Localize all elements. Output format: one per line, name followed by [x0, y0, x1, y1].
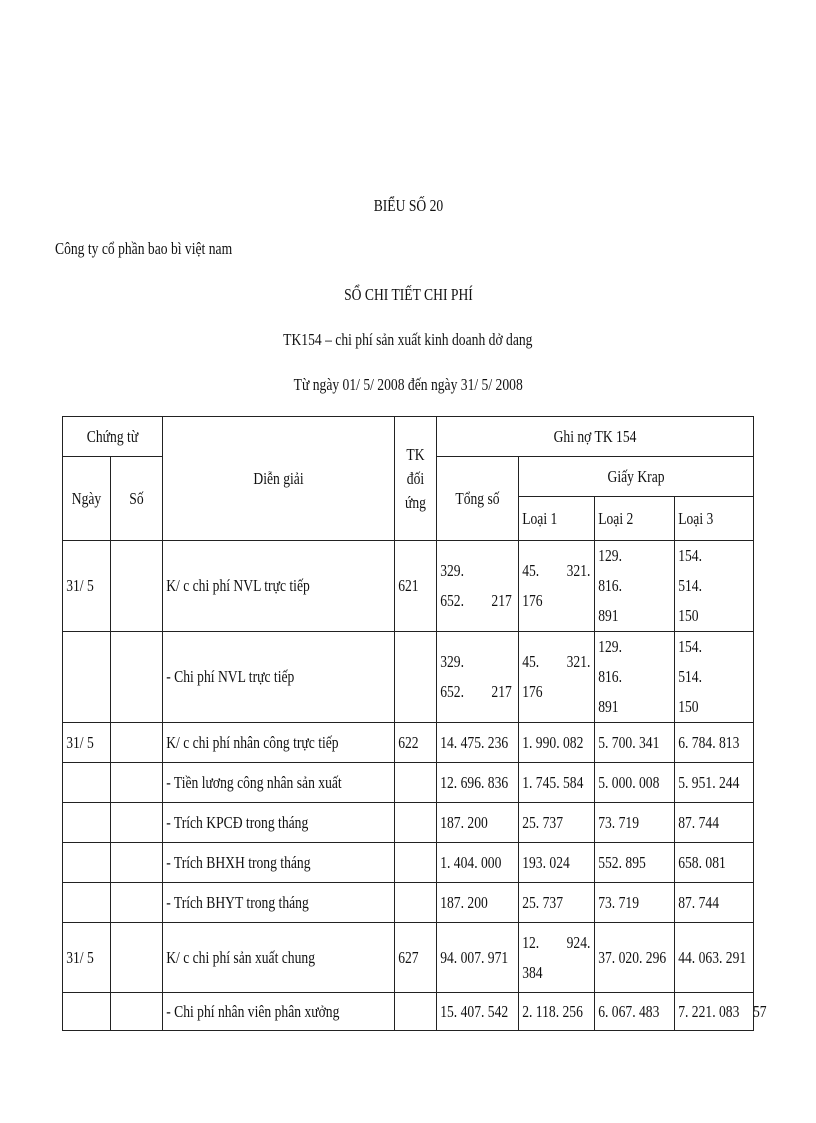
cell-description: - Trích KPCĐ trong tháng — [163, 803, 395, 843]
table-row — [63, 763, 754, 803]
cell-contra-account: 621 — [395, 541, 437, 632]
cell-type-3: 87. 744 — [675, 803, 754, 843]
cell-type-2: 37. 020. 296 — [595, 923, 675, 993]
cost-ledger-table — [62, 416, 754, 1031]
cell-description: - Chi phí nhân viên phân xưởng — [163, 993, 395, 1031]
header-kraft-paper: Giấy Krap — [519, 457, 754, 497]
cell-type-2: 6. 067. 483 — [595, 993, 675, 1031]
cell-number — [111, 843, 163, 883]
cell-description: - Trích BHXH trong tháng — [163, 843, 395, 883]
cell-total: 15. 407. 542 — [437, 993, 519, 1031]
cell-type-3: 44. 063. 291 — [675, 923, 754, 993]
cell-contra-account: 622 — [395, 723, 437, 763]
cell-date — [63, 763, 111, 803]
cell-type-1: 45. 321. 176 — [519, 541, 595, 632]
table-row — [63, 541, 754, 632]
cell-number — [111, 803, 163, 843]
cell-total: 329. 652. 217 — [437, 541, 519, 632]
table-row — [63, 632, 754, 723]
header-date: Ngày — [63, 457, 111, 541]
cell-total: 12. 696. 836 — [437, 763, 519, 803]
cell-type-3: 7. 221. 083 — [675, 993, 754, 1031]
cell-number — [111, 763, 163, 803]
table-row — [63, 993, 754, 1031]
cell-contra-account: 627 — [395, 923, 437, 993]
cell-contra-account — [395, 763, 437, 803]
header-voucher: Chứng từ — [63, 417, 163, 457]
cell-contra-account — [395, 843, 437, 883]
cell-description: K/ c chi phí NVL trực tiếp — [163, 541, 395, 632]
cell-type-3: 87. 744 — [675, 883, 754, 923]
cell-type-3: 658. 081 — [675, 843, 754, 883]
cell-type-1: 25. 737 — [519, 803, 595, 843]
cell-type-3: 5. 951. 244 — [675, 763, 754, 803]
period-range: Từ ngày 01/ 5/ 2008 đến ngày 31/ 5/ 2008 — [293, 375, 523, 394]
cell-number — [111, 993, 163, 1031]
cell-contra-account — [395, 883, 437, 923]
table-row — [63, 923, 754, 993]
table-row — [63, 843, 754, 883]
cell-number — [111, 632, 163, 723]
cell-date — [63, 803, 111, 843]
cell-number — [111, 883, 163, 923]
cell-type-3: 154. 514. 150 — [675, 541, 754, 632]
cell-type-3: 154. 514. 150 — [675, 632, 754, 723]
table-row — [63, 723, 754, 763]
cell-type-2: 129. 816. 891 — [595, 541, 675, 632]
cell-description: K/ c chi phí sản xuất chung — [163, 923, 395, 993]
cell-number — [111, 723, 163, 763]
account-subtitle: TK154 – chi phí sản xuất kinh doanh dở dang — [283, 330, 533, 349]
cell-type-2: 73. 719 — [595, 803, 675, 843]
header-debit-tk154: Ghi nợ TK 154 — [437, 417, 754, 457]
cell-type-1: 2. 118. 256 — [519, 993, 595, 1031]
cell-total: 1. 404. 000 — [437, 843, 519, 883]
cell-number — [111, 541, 163, 632]
cell-date: 31/ 5 — [63, 541, 111, 632]
header-number: Số — [111, 457, 163, 541]
cell-type-2: 73. 719 — [595, 883, 675, 923]
header-type-1: Loại 1 — [519, 497, 595, 541]
cell-total: 94. 007. 971 — [437, 923, 519, 993]
header-type-3: Loại 3 — [675, 497, 754, 541]
cell-description: K/ c chi phí nhân công trực tiếp — [163, 723, 395, 763]
cell-description: - Chi phí NVL trực tiếp — [163, 632, 395, 723]
cell-type-2: 5. 700. 341 — [595, 723, 675, 763]
cell-date: 31/ 5 — [63, 923, 111, 993]
cell-contra-account — [395, 803, 437, 843]
company-name: Công ty cổ phần bao bì việt nam — [55, 239, 233, 258]
cell-date — [63, 993, 111, 1031]
cell-number — [111, 923, 163, 993]
cell-total: 187. 200 — [437, 803, 519, 843]
cell-type-1: 12. 924. 384 — [519, 923, 595, 993]
cell-total: 14. 475. 236 — [437, 723, 519, 763]
cell-type-2: 552. 895 — [595, 843, 675, 883]
cell-contra-account — [395, 993, 437, 1031]
cell-date — [63, 883, 111, 923]
cell-date: 31/ 5 — [63, 723, 111, 763]
cell-contra-account — [395, 632, 437, 723]
cell-type-1: 193. 024 — [519, 843, 595, 883]
header-description: Diễn giải — [163, 417, 395, 541]
table-row — [63, 803, 754, 843]
cell-date — [63, 632, 111, 723]
form-title: BIỂU SỐ 20 — [373, 196, 443, 215]
page-number: 57 — [753, 1002, 767, 1021]
cell-date — [63, 843, 111, 883]
header-total: Tổng số — [437, 457, 519, 541]
header-contra-account: TK đối ứng — [395, 417, 437, 541]
cell-type-2: 129. 816. 891 — [595, 632, 675, 723]
cell-type-2: 5. 000. 008 — [595, 763, 675, 803]
cell-description: - Tiền lương công nhân sản xuất — [163, 763, 395, 803]
cell-type-3: 6. 784. 813 — [675, 723, 754, 763]
cell-description: - Trích BHYT trong tháng — [163, 883, 395, 923]
cell-type-1: 1. 745. 584 — [519, 763, 595, 803]
ledger-title: SỔ CHI TIẾT CHI PHÍ — [343, 285, 473, 304]
table-row — [63, 883, 754, 923]
cell-total: 329. 652. 217 — [437, 632, 519, 723]
cell-type-1: 45. 321. 176 — [519, 632, 595, 723]
header-type-2: Loại 2 — [595, 497, 675, 541]
cell-total: 187. 200 — [437, 883, 519, 923]
cell-type-1: 1. 990. 082 — [519, 723, 595, 763]
cell-type-1: 25. 737 — [519, 883, 595, 923]
